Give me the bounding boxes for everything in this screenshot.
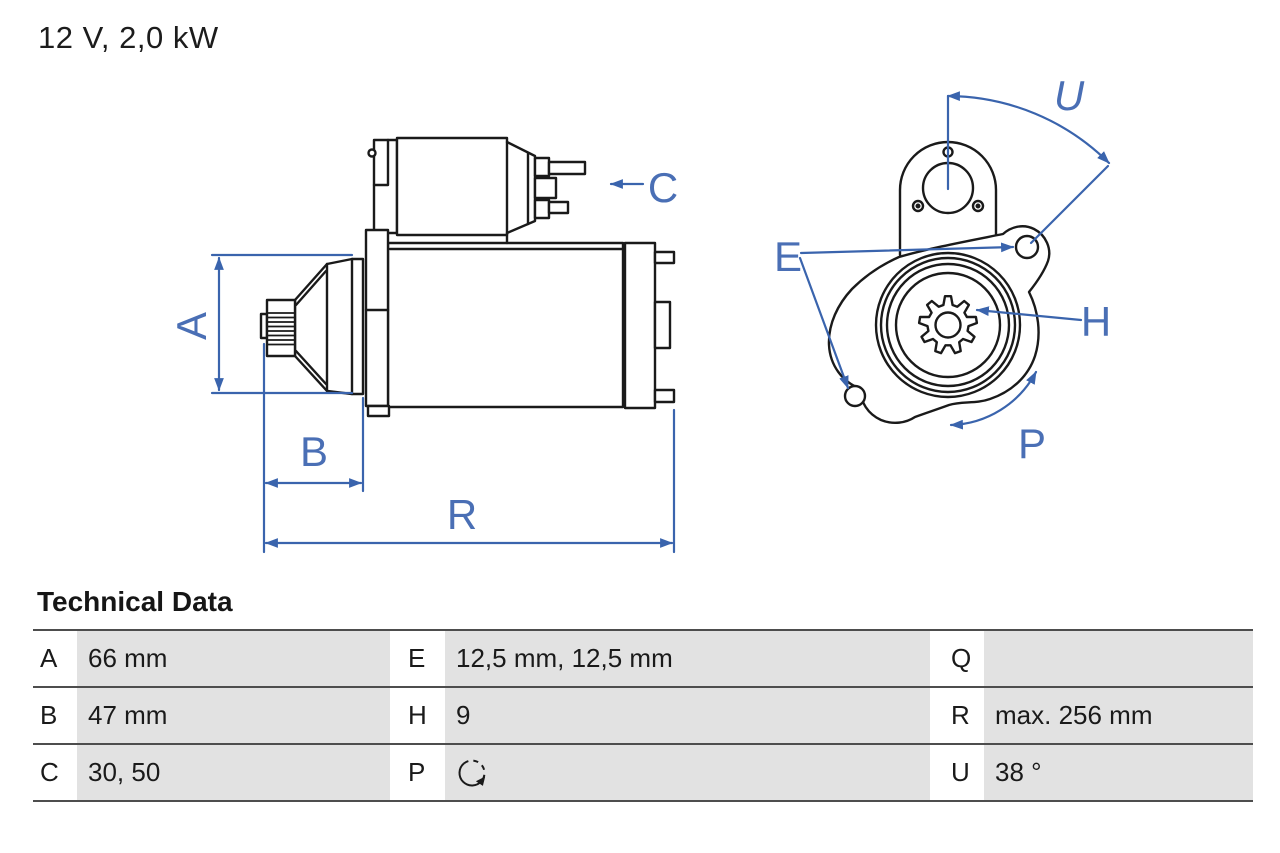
dim-label-E: E (773, 233, 803, 280)
dim-label-C: C (647, 164, 679, 211)
param-key: B (33, 688, 77, 743)
param-value: 66 mm (77, 631, 390, 686)
table-row (33, 743, 1253, 802)
param-value: max. 256 mm (984, 688, 1253, 743)
dim-label-H: H (1080, 298, 1112, 345)
front-view-starter-motor (829, 142, 1049, 423)
param-value: 12,5 mm, 12,5 mm (445, 631, 930, 686)
technical-data-table (33, 629, 1253, 802)
param-key: U (930, 745, 984, 800)
side-view-starter-motor (261, 138, 674, 416)
solenoid-terminals (535, 158, 585, 218)
end-cap-bottom-tab (655, 390, 674, 402)
param-value (984, 631, 1253, 686)
pinion-shaft-hole (936, 313, 961, 338)
end-cap-connector-block (655, 302, 670, 348)
table-row (33, 686, 1253, 743)
param-value: 30, 50 (77, 745, 390, 800)
dim-label-U: U (1053, 72, 1085, 119)
dim-label-R: R (446, 491, 478, 538)
end-cap-top-tab (655, 252, 674, 263)
param-key: E (390, 631, 445, 686)
param-value-rotation (445, 745, 930, 800)
mounting-flange (366, 230, 389, 416)
dim-label-P: P (1017, 420, 1047, 467)
dim-label-B: B (299, 428, 329, 475)
dim-label-A: A (168, 311, 216, 341)
technical-data-heading: Technical Data (37, 586, 233, 617)
param-key: P (390, 745, 445, 800)
rotation-direction-icon (456, 756, 490, 790)
motor-body (388, 243, 674, 408)
drive-end-housing (295, 259, 363, 394)
param-key: C (33, 745, 77, 800)
param-value: 38 ° (984, 745, 1253, 800)
solenoid (369, 138, 586, 243)
param-value: 47 mm (77, 688, 390, 743)
pinion-side (261, 300, 295, 356)
table-row (33, 629, 1253, 686)
param-key: A (33, 631, 77, 686)
param-key: R (930, 688, 984, 743)
param-key: H (390, 688, 445, 743)
param-value: 9 (445, 688, 930, 743)
param-key: Q (930, 631, 984, 686)
page-title: 12 V, 2,0 kW (38, 20, 219, 55)
